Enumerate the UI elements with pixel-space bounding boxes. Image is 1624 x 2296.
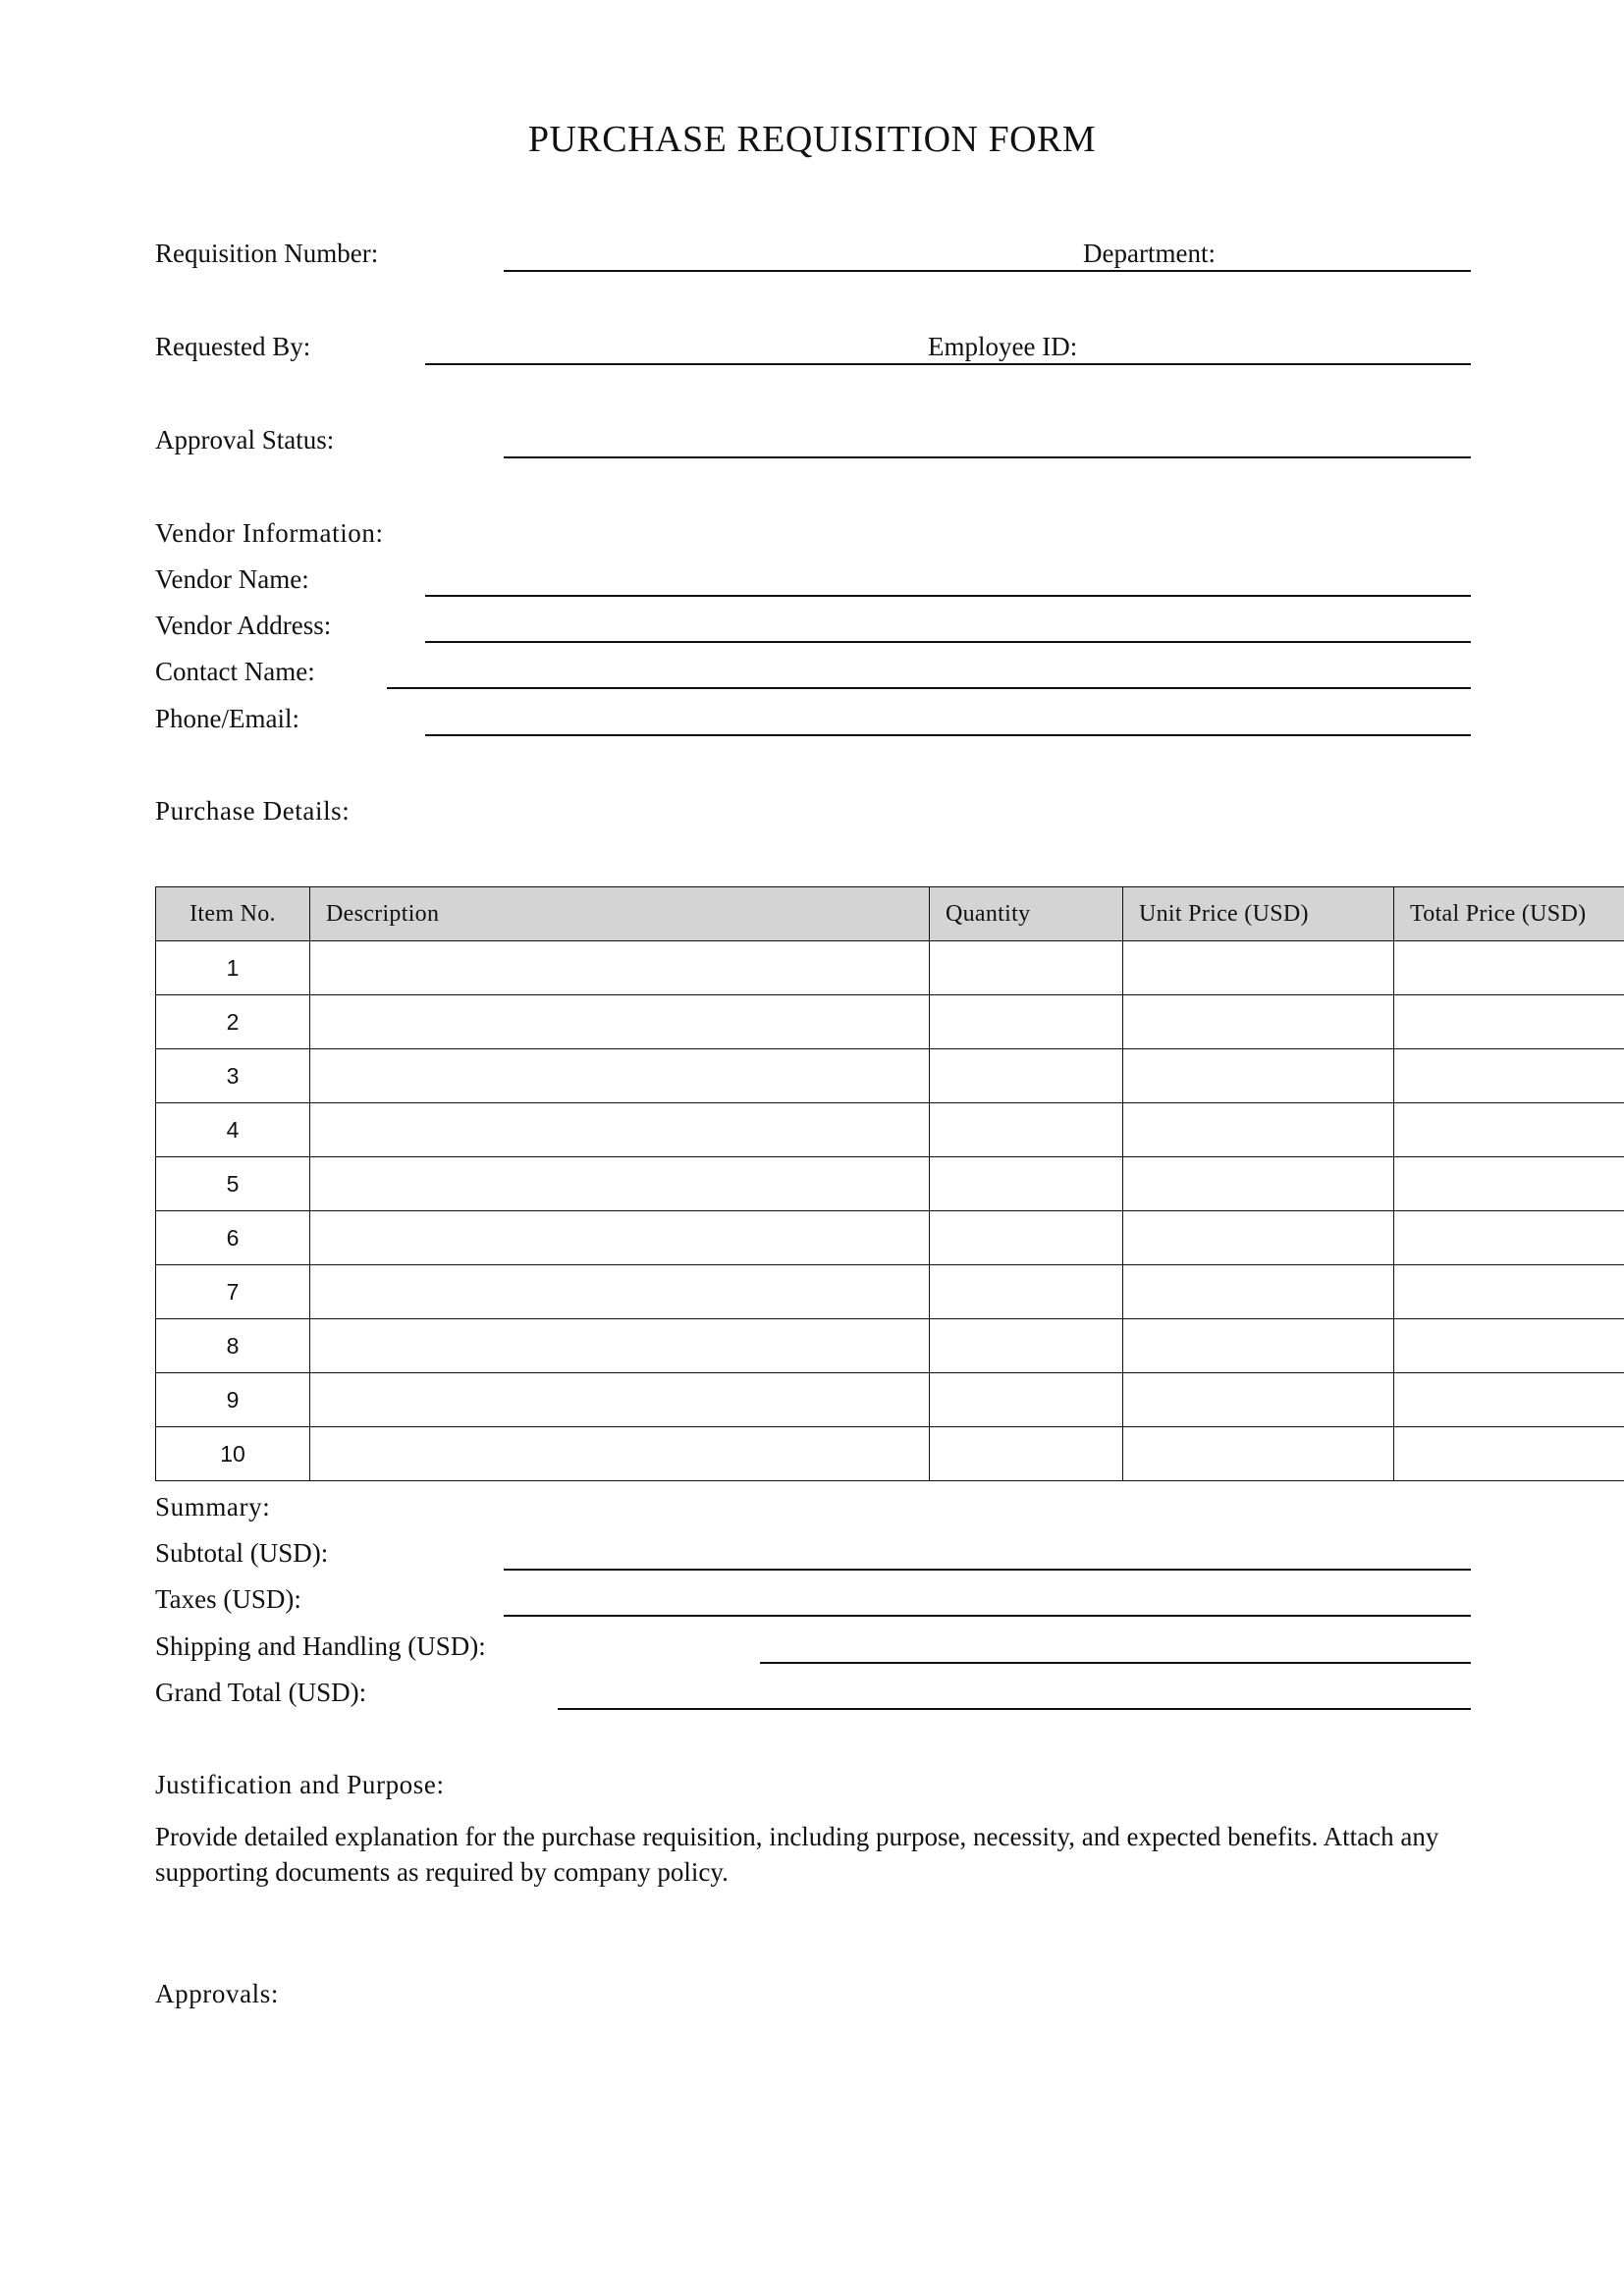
shipping-handling-line[interactable] (760, 1662, 1471, 1664)
item-number-cell: 3 (156, 1049, 310, 1103)
description-cell[interactable] (310, 1373, 930, 1427)
table-row (156, 1103, 1624, 1157)
table-row (156, 1427, 1624, 1481)
description-cell[interactable] (310, 995, 930, 1049)
column-header-description: Description (310, 887, 930, 941)
requisition-number-line[interactable] (504, 270, 1471, 272)
quantity-cell[interactable] (930, 1211, 1123, 1265)
description-cell[interactable] (310, 1049, 930, 1103)
taxes-label: Taxes (USD): (155, 1584, 301, 1614)
taxes-line[interactable] (504, 1615, 1471, 1617)
total-price-cell[interactable] (1394, 1157, 1624, 1211)
employee-id-label: Employee ID: (928, 332, 1078, 361)
description-cell[interactable] (310, 941, 930, 995)
total-price-cell[interactable] (1394, 1319, 1624, 1373)
department-label: Department: (1083, 239, 1216, 268)
total-price-cell[interactable] (1394, 1373, 1624, 1427)
table-row (156, 1265, 1624, 1319)
item-number-cell: 1 (156, 941, 310, 995)
contact-name-line[interactable] (387, 687, 1471, 689)
total-price-cell[interactable] (1394, 1265, 1624, 1319)
total-price-cell[interactable] (1394, 1049, 1624, 1103)
total-price-cell[interactable] (1394, 941, 1624, 995)
unit-price-cell[interactable] (1123, 1265, 1394, 1319)
description-cell[interactable] (310, 1211, 930, 1265)
form-title: PURCHASE REQUISITION FORM (527, 119, 1097, 160)
subtotal-line[interactable] (504, 1569, 1471, 1571)
quantity-cell[interactable] (930, 1265, 1123, 1319)
item-number-cell: 5 (156, 1157, 310, 1211)
table-row (156, 1211, 1624, 1265)
requested-by-label: Requested By: (155, 332, 311, 361)
total-price-cell[interactable] (1394, 1211, 1624, 1265)
subtotal-label: Subtotal (USD): (155, 1538, 329, 1568)
unit-price-cell[interactable] (1123, 941, 1394, 995)
table-row (156, 1373, 1624, 1427)
phone-email-line[interactable] (425, 734, 1471, 736)
table-row (156, 941, 1624, 995)
purchase-details-heading: Purchase Details: (155, 796, 351, 826)
description-cell[interactable] (310, 1265, 930, 1319)
description-cell[interactable] (310, 1319, 930, 1373)
approvals-heading: Approvals: (155, 1979, 279, 2008)
summary-heading: Summary: (155, 1492, 271, 1522)
approval-status-label: Approval Status: (155, 425, 335, 454)
column-header-total-price: Total Price (USD) (1394, 887, 1624, 941)
quantity-cell[interactable] (930, 1049, 1123, 1103)
contact-name-label: Contact Name: (155, 657, 315, 686)
quantity-cell[interactable] (930, 941, 1123, 995)
item-number-cell: 8 (156, 1319, 310, 1373)
item-number-cell: 7 (156, 1265, 310, 1319)
column-header-quantity: Quantity (930, 887, 1123, 941)
vendor-address-line[interactable] (425, 641, 1471, 643)
item-number-cell: 9 (156, 1373, 310, 1427)
justification-instructions: Provide detailed explanation for the purchase requisition, including purpose, necessity, and expected benefits. Attach any supporting documents as required by company policy. (155, 1822, 1439, 1887)
vendor-information-heading: Vendor Information: (155, 518, 384, 548)
unit-price-cell[interactable] (1123, 1049, 1394, 1103)
unit-price-cell[interactable] (1123, 1211, 1394, 1265)
quantity-cell[interactable] (930, 1319, 1123, 1373)
approval-status-line[interactable] (504, 456, 1471, 458)
item-number-cell: 4 (156, 1103, 310, 1157)
table-row (156, 1049, 1624, 1103)
table-row (156, 1319, 1624, 1373)
shipping-handling-label: Shipping and Handling (USD): (155, 1631, 486, 1661)
item-number-cell: 10 (156, 1427, 310, 1481)
item-number-cell: 6 (156, 1211, 310, 1265)
requested-by-line[interactable] (425, 363, 1471, 365)
vendor-name-label: Vendor Name: (155, 564, 309, 594)
justification-heading: Justification and Purpose: (155, 1770, 445, 1799)
unit-price-cell[interactable] (1123, 995, 1394, 1049)
vendor-name-line[interactable] (425, 595, 1471, 597)
grand-total-label: Grand Total (USD): (155, 1678, 367, 1707)
purchase-items-table (155, 886, 1624, 1481)
vendor-address-label: Vendor Address: (155, 611, 332, 640)
unit-price-cell[interactable] (1123, 1319, 1394, 1373)
unit-price-cell[interactable] (1123, 1427, 1394, 1481)
description-cell[interactable] (310, 1103, 930, 1157)
phone-email-label: Phone/Email: (155, 704, 299, 733)
total-price-cell[interactable] (1394, 995, 1624, 1049)
grand-total-line[interactable] (558, 1708, 1471, 1710)
column-header-unit-price: Unit Price (USD) (1123, 887, 1394, 941)
quantity-cell[interactable] (930, 1157, 1123, 1211)
requisition-number-label: Requisition Number: (155, 239, 379, 268)
quantity-cell[interactable] (930, 1427, 1123, 1481)
column-header-item-no: Item No. (156, 887, 310, 941)
table-header-row (156, 887, 1624, 941)
quantity-cell[interactable] (930, 1103, 1123, 1157)
table-row (156, 995, 1624, 1049)
total-price-cell[interactable] (1394, 1427, 1624, 1481)
quantity-cell[interactable] (930, 1373, 1123, 1427)
total-price-cell[interactable] (1394, 1103, 1624, 1157)
description-cell[interactable] (310, 1427, 930, 1481)
quantity-cell[interactable] (930, 995, 1123, 1049)
table-row (156, 1157, 1624, 1211)
description-cell[interactable] (310, 1157, 930, 1211)
unit-price-cell[interactable] (1123, 1157, 1394, 1211)
item-number-cell: 2 (156, 995, 310, 1049)
unit-price-cell[interactable] (1123, 1373, 1394, 1427)
unit-price-cell[interactable] (1123, 1103, 1394, 1157)
